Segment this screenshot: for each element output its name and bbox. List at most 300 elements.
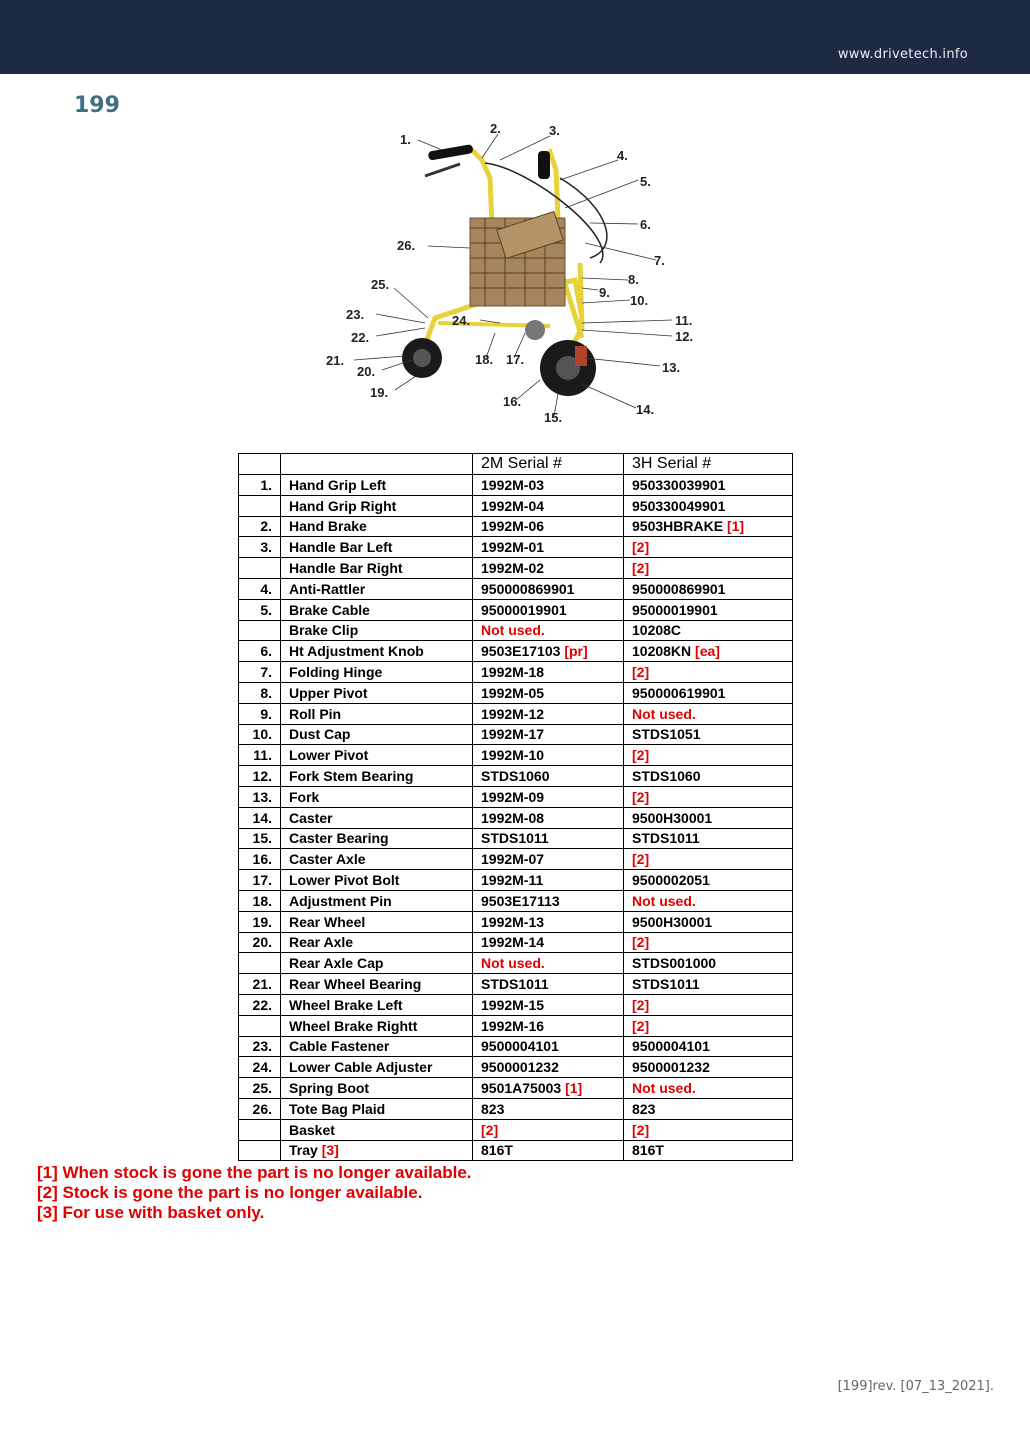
serial-2m-note: [2] [481,1121,499,1138]
parts-table [238,453,793,1161]
part-name [281,1036,473,1057]
serial-2m [473,932,624,953]
row-number-value: 5. [260,601,272,618]
serial-3h [624,932,793,953]
part-name [281,1078,473,1099]
row-number [239,1078,281,1099]
row-number [239,870,281,891]
part-name [281,641,473,662]
row-number [239,495,281,516]
serial-2m [473,703,624,724]
row-number [239,1140,281,1161]
serial-2m-value: 1992M-01 [481,539,545,556]
revision-footer: [199]rev. [07_13_2021]. [837,1379,994,1394]
footnote-3: [3] For use with basket only. [37,1203,265,1222]
serial-3h [624,828,793,849]
serial-2m-value: 9503E17103 [481,643,561,660]
serial-2m [473,870,624,891]
parts-table-body [239,475,793,1161]
row-number [239,1036,281,1057]
serial-3h [624,1057,793,1078]
serial-3h-value: 9500004101 [632,1038,710,1055]
footnotes [37,1163,472,1223]
part-name [281,953,473,974]
diagram-label-26: 26. [397,238,416,253]
serial-3h [624,745,793,766]
diagram-label-11: 11. [675,313,693,328]
serial-2m-value: 1992M-10 [481,747,545,764]
serial-3h [624,558,793,579]
serial-2m [473,495,624,516]
row-number [239,828,281,849]
serial-2m [473,662,624,683]
serial-2m-value: STDS1011 [481,976,549,993]
part-name-value: Hand Brake [289,518,367,535]
table-row [239,1140,793,1161]
serial-2m-value: 1992M-17 [481,726,545,743]
serial-3h-note: Not used. [632,1080,696,1096]
row-number [239,994,281,1015]
part-name-value: Dust Cap [289,726,351,743]
table-row [239,599,793,620]
row-number [239,745,281,766]
serial-3h [624,682,793,703]
part-name [281,849,473,870]
row-number [239,1015,281,1036]
diagram-label-14: 14. [636,402,655,417]
diagram-label-16: 16. [503,394,522,409]
serial-3h [624,537,793,558]
table-row [239,745,793,766]
row-number-value: 7. [260,664,272,681]
serial-3h-value: STDS001000 [632,955,717,972]
table-row [239,849,793,870]
row-number [239,766,281,787]
row-number [239,703,281,724]
header-cell-part [281,454,473,475]
serial-2m-value: 1992M-05 [481,684,545,701]
row-number [239,537,281,558]
diagram-label-13: 13. [662,360,681,375]
row-number-value: 18. [252,892,272,909]
serial-3h-note: [2] [632,747,650,764]
row-number-value: 11. [253,747,272,764]
diagram-label-5: 5. [640,174,651,189]
row-number-value: 13. [252,788,272,805]
part-name [281,599,473,620]
serial-3h [624,911,793,932]
row-number [239,578,281,599]
diagram-label-8: 8. [628,272,639,287]
part-name-value: Spring Boot [289,1080,370,1096]
part-name-value: Rear Axle Cap [289,955,384,972]
table-row [239,1036,793,1057]
row-number [239,890,281,911]
part-name-value: Tote Bag Plaid [289,1100,386,1117]
row-number [239,1057,281,1078]
serial-3h-note: [2] [632,851,650,868]
row-number-value: 10. [252,726,272,743]
table-row [239,994,793,1015]
part-name [281,828,473,849]
serial-3h [624,599,793,620]
row-number-value: 26. [252,1100,272,1117]
part-name-value: Ht Adjustment Knob [289,643,424,660]
row-number [239,849,281,870]
serial-2m-value: 9500004101 [481,1038,559,1055]
serial-3h-value: 9500001232 [632,1059,710,1076]
row-number-value: 16. [252,851,272,868]
serial-2m [473,599,624,620]
part-name-note: [3] [321,1142,339,1159]
row-number-value: 9. [260,705,272,722]
table-row [239,890,793,911]
part-name [281,703,473,724]
serial-2m [473,890,624,911]
serial-2m-note: Not used. [481,955,545,972]
row-number [239,599,281,620]
table-row [239,1078,793,1099]
serial-2m-value: 9503E17113 [481,892,560,909]
serial-2m [473,682,624,703]
serial-2m [473,807,624,828]
part-name-value: Folding Hinge [289,664,383,681]
row-number-value: 15. [252,830,272,847]
serial-3h-value: STDS1060 [632,768,701,785]
serial-3h-value: 816T [632,1142,664,1159]
diagram-label-21: 21. [326,353,345,368]
row-number [239,807,281,828]
row-number [239,953,281,974]
serial-2m [473,994,624,1015]
row-number-value: 2. [260,518,272,535]
table-row [239,953,793,974]
serial-3h-value: 9500H30001 [632,913,713,930]
serial-3h-note: [2] [632,539,650,556]
part-name [281,537,473,558]
serial-3h-note: [2] [632,1121,650,1138]
serial-3h [624,974,793,995]
part-name [281,870,473,891]
table-row [239,620,793,641]
serial-2m-value: 1992M-06 [481,518,545,535]
diagram-label-4: 4. [617,148,628,163]
row-number [239,516,281,537]
serial-2m-value: 9500001232 [481,1059,559,1076]
serial-2m-value: STDS1060 [481,768,550,785]
part-name [281,974,473,995]
serial-3h-note: [2] [632,788,650,805]
part-name-value: Fork Stem Bearing [289,768,414,785]
serial-3h [624,870,793,891]
serial-2m-value: 1992M-12 [481,705,545,722]
footnote-2: [2] Stock is gone the part is no longer available. [37,1183,423,1202]
part-name [281,1098,473,1119]
diagram-label-20: 20. [357,364,376,379]
serial-2m-value: 1992M-11 [481,872,544,889]
part-name [281,745,473,766]
table-row [239,1119,793,1140]
part-name-value: Wheel Brake Left [289,996,403,1013]
part-name [281,724,473,745]
part-name-value: Hand Grip Right [289,497,397,514]
serial-2m-value: 1992M-15 [481,996,545,1013]
serial-3h [624,1119,793,1140]
table-row [239,662,793,683]
serial-3h-note: [1] [726,518,745,535]
table-row [239,911,793,932]
serial-2m-value: 816T [481,1142,513,1159]
walker-illustration [402,144,607,396]
table-row [239,537,793,558]
row-number-value: 3. [260,539,272,556]
serial-3h-note: [2] [632,996,650,1013]
row-number-value: 14. [252,809,272,826]
table-header-row [239,454,793,475]
diagram-label-9: 9. [599,285,610,300]
part-name-value: Adjustment Pin [289,892,392,909]
table-row [239,724,793,745]
website-url[interactable]: www.drivetech.info [837,47,968,62]
row-number-value: 8. [260,684,272,701]
serial-3h [624,1098,793,1119]
table-row [239,641,793,662]
serial-3h [624,641,793,662]
serial-2m [473,1119,624,1140]
row-number [239,911,281,932]
serial-3h-note: [2] [632,560,650,577]
row-number [239,475,281,496]
row-number-value: 24. [252,1059,272,1076]
serial-2m [473,475,624,496]
serial-3h [624,620,793,641]
table-row [239,703,793,724]
part-name-value: Basket [289,1121,335,1138]
serial-2m-value: 1992M-18 [481,664,545,681]
diagram-label-12: 12. [675,329,694,344]
serial-3h-value: 9500002051 [632,872,710,889]
part-name [281,558,473,579]
part-name [281,682,473,703]
diagram-label-2: 2. [490,121,501,136]
serial-3h-value: 950000869901 [632,580,726,597]
serial-2m-value: 1992M-09 [481,788,545,805]
serial-3h-note: [2] [632,1017,650,1034]
serial-3h-note: Not used. [632,705,696,722]
part-name-value: Lower Pivot [289,747,369,764]
serial-3h [624,766,793,787]
walker-parts-diagram [320,118,700,430]
serial-2m [473,849,624,870]
row-number-value: 1. [260,476,272,493]
serial-2m [473,1098,624,1119]
serial-3h [624,662,793,683]
serial-3h [624,495,793,516]
serial-2m-value: 1992M-13 [481,913,545,930]
serial-2m [473,641,624,662]
part-name-value: Brake Cable [289,601,370,618]
serial-2m-value: 95000019901 [481,601,567,618]
serial-2m [473,1015,624,1036]
header-cell-num [239,454,281,475]
serial-2m-note: [pr] [564,643,588,660]
header-cell-3h-serial: 3H Serial # [624,454,793,475]
row-number [239,641,281,662]
row-number [239,662,281,683]
serial-2m-value: 9501A75003 [481,1080,562,1096]
serial-2m-value: 1992M-08 [481,809,545,826]
serial-2m [473,974,624,995]
table-row [239,578,793,599]
serial-2m-value: 1992M-03 [481,476,545,493]
serial-2m [473,786,624,807]
diagram-label-10: 10. [630,293,649,308]
serial-3h [624,786,793,807]
part-name-value: Upper Pivot [289,684,368,701]
table-row [239,682,793,703]
row-number-value: 21. [252,976,272,993]
serial-3h-value: 9500H30001 [632,809,713,826]
serial-2m-value: 823 [481,1100,505,1117]
part-name [281,578,473,599]
serial-3h-value: STDS1051 [632,726,701,743]
row-number-value: 4. [260,580,272,597]
diagram-label-24: 24. [452,313,471,328]
diagram-label-18: 18. [475,352,494,367]
serial-2m-value: 1992M-16 [481,1017,545,1034]
serial-3h-value: 950000619901 [632,684,726,701]
part-name [281,932,473,953]
diagram-label-17: 17. [506,352,525,367]
row-number [239,974,281,995]
part-name [281,890,473,911]
part-name-value: Caster [289,809,333,826]
part-name [281,911,473,932]
serial-3h [624,578,793,599]
serial-2m [473,745,624,766]
serial-3h-note: [2] [632,664,650,681]
serial-3h [624,703,793,724]
serial-2m [473,537,624,558]
serial-3h-value: 10208C [632,622,682,639]
row-number [239,724,281,745]
diagram-label-19: 19. [370,385,389,400]
serial-2m [473,516,624,537]
row-number-value: 22. [252,996,272,1013]
part-name-value: Wheel Brake Rightt [289,1017,418,1034]
serial-2m [473,724,624,745]
part-name-value: Lower Cable Adjuster [289,1059,433,1076]
serial-3h-value: STDS1011 [632,830,700,847]
table-row [239,1015,793,1036]
serial-3h-value: STDS1011 [632,976,700,993]
serial-2m [473,911,624,932]
part-name-value: Handle Bar Left [289,539,393,556]
serial-2m-value: 1992M-14 [481,934,545,951]
serial-2m-value: 1992M-07 [481,851,545,868]
part-name [281,662,473,683]
serial-2m [473,620,624,641]
page-number: 199 [74,93,120,118]
table-row [239,1098,793,1119]
table-row [239,786,793,807]
row-number [239,1119,281,1140]
part-name-value: Brake Clip [289,622,359,639]
part-name [281,1015,473,1036]
part-name [281,786,473,807]
diagram-label-23: 23. [346,307,365,322]
serial-2m-value: 1992M-04 [481,497,545,514]
row-number [239,558,281,579]
table-row [239,766,793,787]
serial-3h-value: 10208KN [632,643,692,660]
part-name [281,994,473,1015]
serial-3h [624,1078,793,1099]
diagram-label-25: 25. [371,277,390,292]
part-name [281,1057,473,1078]
serial-2m [473,953,624,974]
part-name-value: Anti-Rattler [289,580,366,597]
table-row [239,558,793,579]
serial-3h-note: Not used. [632,892,696,909]
part-name-value: Lower Pivot Bolt [289,872,400,889]
part-name-value: Rear Wheel [289,913,366,930]
serial-3h-value: 9503HBRAKE [632,518,724,535]
table-row [239,475,793,496]
diagram-label-1: 1. [400,132,411,147]
footnote-1: [1] When stock is gone the part is no longer available. [37,1163,472,1182]
serial-3h [624,516,793,537]
serial-2m-note: [1] [565,1080,583,1096]
serial-3h-value: 950330049901 [632,497,726,514]
serial-3h [624,807,793,828]
diagram-label-15: 15. [544,410,563,425]
serial-2m-value: 950000869901 [481,580,575,597]
serial-3h-value: 823 [632,1100,656,1117]
serial-3h-value: 95000019901 [632,601,718,618]
part-name-value: Roll Pin [289,705,342,722]
part-name [281,766,473,787]
part-name [281,475,473,496]
serial-2m-value: STDS1011 [481,830,549,847]
row-number-value: 6. [260,643,272,660]
serial-3h [624,475,793,496]
table-row [239,516,793,537]
part-name-value: Handle Bar Right [289,560,403,577]
diagram-label-6: 6. [640,217,651,232]
table-row [239,495,793,516]
row-number [239,932,281,953]
serial-3h [624,994,793,1015]
header-cell-2m-serial: 2M Serial # [473,454,624,475]
part-name-value: Fork [289,788,320,805]
row-number [239,682,281,703]
serial-3h [624,1015,793,1036]
serial-2m [473,1057,624,1078]
serial-2m [473,578,624,599]
serial-2m [473,766,624,787]
header-bar [0,0,1030,74]
part-name [281,1119,473,1140]
serial-2m [473,558,624,579]
row-number [239,1098,281,1119]
part-name [281,495,473,516]
serial-2m [473,1078,624,1099]
row-number [239,620,281,641]
row-number [239,786,281,807]
table-row [239,828,793,849]
part-name-value: Caster Axle [289,851,366,868]
